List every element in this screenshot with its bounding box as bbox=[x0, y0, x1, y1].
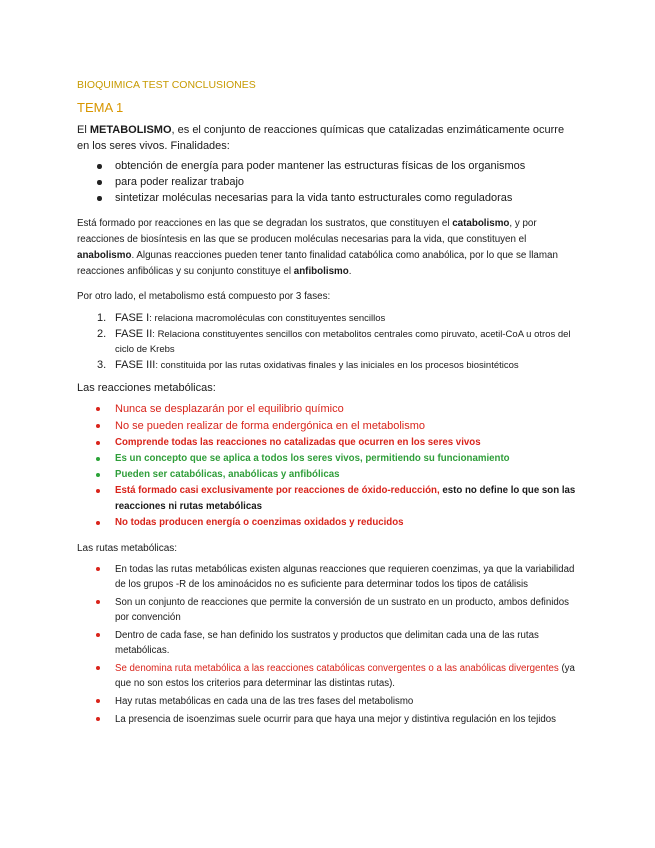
list-number: 3. bbox=[97, 359, 107, 371]
metabolismo-definition bbox=[77, 122, 577, 154]
fase-label: FASE II bbox=[115, 328, 153, 340]
list-item bbox=[77, 435, 577, 451]
intro-text-2: , es el conjunto de reacciones químicas que catalizadas enzimáticamente ocurre en los seres vivos. Finalidades: bbox=[77, 124, 565, 152]
formado-text-3: . Algunas reacciones pueden tener tanto finalidad catabólica como anabólica, por lo que se llaman reacciones anfibólicas y su conjunto constituye el bbox=[77, 250, 558, 277]
list-item: sintetizar moléculas necesarias para la vida tanto estructurales como reguladoras bbox=[77, 190, 577, 206]
list-item: En todas las rutas metabólicas existen algunas reacciones que requieren coenzimas, ya que la variabilidad de los grupos -R de los aminoácidos no es suficiente para determinar todos los tipos de catálisis bbox=[77, 562, 577, 592]
reaccion-text: No se pueden realizar de forma endergónica en el metabolismo bbox=[115, 420, 426, 432]
list-item bbox=[77, 311, 577, 326]
formado-text-2: , y por reacciones de biosíntesis en las que se producen moléculas necesarias para la vida, que constituyen el bbox=[77, 218, 537, 245]
list-item: Dentro de cada fase, se han definido los sustratos y productos que delimitan cada una de las rutas metabólicas. bbox=[77, 628, 577, 658]
reaccion-text-rest: esto no define lo que son las reacciones ni rutas metabólicas bbox=[115, 485, 576, 512]
list-item bbox=[77, 515, 577, 531]
reaccion-text: Nunca se desplazarán por el equilibrio químico bbox=[115, 403, 344, 415]
list-number: 2. bbox=[97, 328, 107, 340]
fases-intro: Por otro lado, el metabolismo está compuesto por 3 fases: bbox=[77, 291, 331, 302]
list-item bbox=[77, 451, 577, 467]
list-item bbox=[77, 358, 577, 373]
document-content bbox=[77, 79, 577, 727]
list-item bbox=[77, 467, 577, 483]
reacciones-list bbox=[77, 401, 577, 531]
finalidades-list bbox=[77, 158, 577, 206]
intro-text-1: El bbox=[77, 124, 90, 136]
intro-term-metabolismo: METABOLISMO bbox=[89, 124, 172, 136]
list-item: Hay rutas metabólicas en cada una de las tres fases del metabolismo bbox=[77, 694, 577, 709]
section-heading-tema-1: TEMA 1 bbox=[77, 100, 124, 115]
fase-text: : constituida por las rutas oxidativas finales y las iniciales en los procesos biosintéticos bbox=[155, 360, 519, 371]
fases-list bbox=[77, 311, 577, 373]
list-item bbox=[77, 418, 577, 435]
document-title: BIOQUIMICA TEST CONCLUSIONES bbox=[77, 79, 256, 91]
list-item: obtención de energía para poder mantener las estructuras físicas de los organismos bbox=[77, 158, 577, 174]
term-anfibolismo: anfibolismo bbox=[293, 266, 349, 277]
term-anabolismo: anabolismo bbox=[77, 250, 132, 261]
list-item: para poder realizar trabajo bbox=[77, 174, 577, 190]
reaccion-text: Pueden ser catabólicas, anabólicas y anfibólicas bbox=[115, 469, 340, 480]
reaccion-text: Es un concepto que se aplica a todos los seres vivos, permitiendo su funcionamiento bbox=[115, 453, 510, 464]
formado-paragraph bbox=[77, 216, 577, 280]
reaccion-text-red: Está formado casi exclusivamente por reacciones de óxido-reducción, bbox=[115, 485, 440, 496]
fase-text: : relaciona macromoléculas con constituyentes sencillos bbox=[149, 313, 386, 324]
reaccion-text: No todas producen energía o coenzimas oxidados y reducidos bbox=[115, 517, 404, 528]
rutas-list bbox=[77, 562, 577, 727]
list-item bbox=[77, 401, 577, 418]
ruta-text-rest: (ya que no son estos los criterios para determinar las distintas rutas). bbox=[115, 663, 575, 689]
ruta-text-red: Se denomina ruta metabólica a las reacciones catabólicas convergentes o a las anabólicas divergentes bbox=[115, 663, 559, 674]
rutas-heading: Las rutas metabólicas: bbox=[77, 543, 178, 554]
reaccion-text: Comprende todas las reacciones no catalizadas que ocurren en los seres vivos bbox=[115, 437, 481, 448]
fase-label: FASE I bbox=[115, 312, 150, 324]
list-item bbox=[77, 483, 577, 515]
list-item bbox=[77, 661, 577, 691]
formado-text-1: Está formado por reacciones en las que se degradan los sustratos, que constituyen el bbox=[77, 218, 453, 229]
reacciones-heading: Las reacciones metabólicas: bbox=[77, 382, 216, 394]
formado-text-4: . bbox=[348, 266, 352, 277]
list-number: 1. bbox=[97, 312, 107, 324]
fase-text: : Relaciona constituyentes sencillos con metabolitos centrales como piruvato, acetil-CoA u otros del ciclo de Krebs bbox=[115, 329, 571, 355]
list-item bbox=[77, 327, 577, 357]
fase-label: FASE III bbox=[115, 359, 156, 371]
term-catabolismo: catabolismo bbox=[452, 218, 510, 229]
list-item: La presencia de isoenzimas suele ocurrir para que haya una mejor y distintiva regulación en los tejidos bbox=[77, 712, 577, 727]
list-item: Son un conjunto de reacciones que permite la conversión de un sustrato en un producto, ambos definidos por convención bbox=[77, 595, 577, 625]
